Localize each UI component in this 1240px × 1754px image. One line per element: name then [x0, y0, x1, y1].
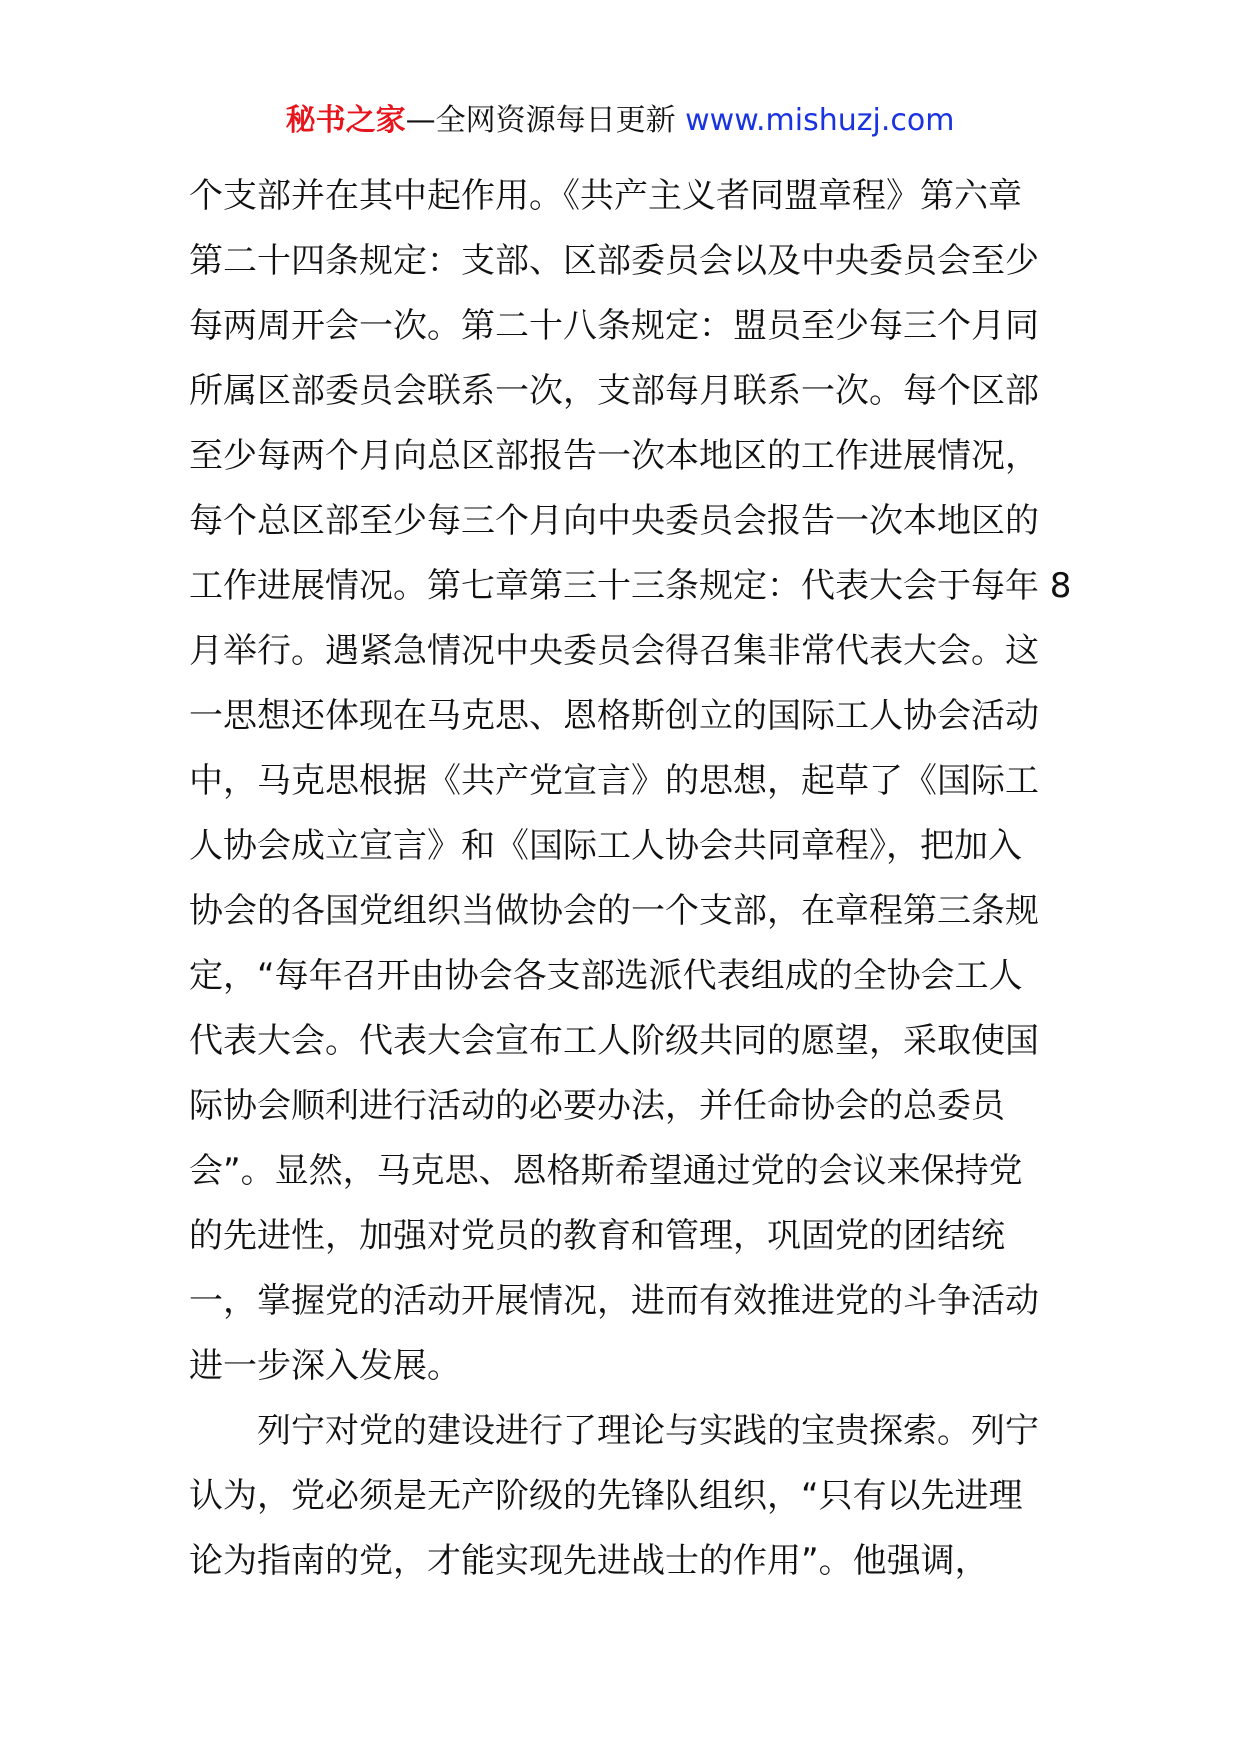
text-line: 所属区部委员会联系一次，支部每月联系一次。每个区部	[189, 371, 1039, 411]
text-line: 一，掌握党的活动开展情况，进而有效推进党的斗争活动	[189, 1281, 1039, 1321]
document-body	[189, 164, 1072, 1594]
page-header	[0, 98, 1240, 144]
text-line: 第二十四条规定：支部、区部委员会以及中央委员会至少	[189, 241, 1039, 281]
text-line: 的先进性，加强对党员的教育和管理，巩固党的团结统	[189, 1216, 1005, 1256]
header-tagline: —全网资源每日更新	[405, 103, 676, 138]
brand-name: 秘书之家	[285, 103, 406, 138]
text-line: 代表大会。代表大会宣布工人阶级共同的愿望，采取使国	[189, 1021, 1039, 1061]
paragraph-1	[189, 164, 1072, 1399]
text-line: 论为指南的党，才能实现先进战士的作用”。他强调，	[189, 1541, 989, 1581]
text-line: 认为，党必须是无产阶级的先锋队组织，“只有以先进理	[189, 1476, 1023, 1516]
text-line: 个支部并在其中起作用。《共产主义者同盟章程》第六章	[189, 176, 1022, 216]
text-line: 会”。显然，马克思、恩格斯希望通过党的会议来保持党	[189, 1151, 1023, 1191]
text-line: 协会的各国党组织当做协会的一个支部，在章程第三条规	[189, 891, 1039, 931]
text-line: 一思想还体现在马克思、恩格斯创立的国际工人协会活动	[189, 696, 1039, 736]
text-line: 进一步深入发展。	[189, 1346, 461, 1386]
text-line: 定，“每年召开由协会各支部选派代表组成的全协会工人	[189, 956, 1023, 996]
text-line: 至少每两个月向总区部报告一次本地区的工作进展情况，	[189, 436, 1039, 476]
text-line: 人协会成立宣言》和《国际工人协会共同章程》，把加入	[189, 826, 1022, 866]
text-line: 每个总区部至少每三个月向中央委员会报告一次本地区的	[189, 501, 1039, 541]
paragraph-2	[189, 1399, 1061, 1594]
text-line: 工作进展情况。第七章第三十三条规定：代表大会于每年 8	[189, 566, 1072, 606]
text-line: 月举行。遇紧急情况中央委员会得召集非常代表大会。这	[189, 631, 1039, 671]
text-line: 中，马克思根据《共产党宣言》的思想，起草了《国际工	[189, 761, 1039, 801]
text-line: 列宁对党的建设进行了理论与实践的宝贵探索。列宁	[257, 1411, 1039, 1451]
text-line: 际协会顺利进行活动的必要办法，并任命协会的总委员	[189, 1086, 1005, 1126]
text-line: 每两周开会一次。第二十八条规定：盟员至少每三个月同	[189, 306, 1039, 346]
site-url-link[interactable]: www.mishuzj.com	[685, 103, 955, 138]
